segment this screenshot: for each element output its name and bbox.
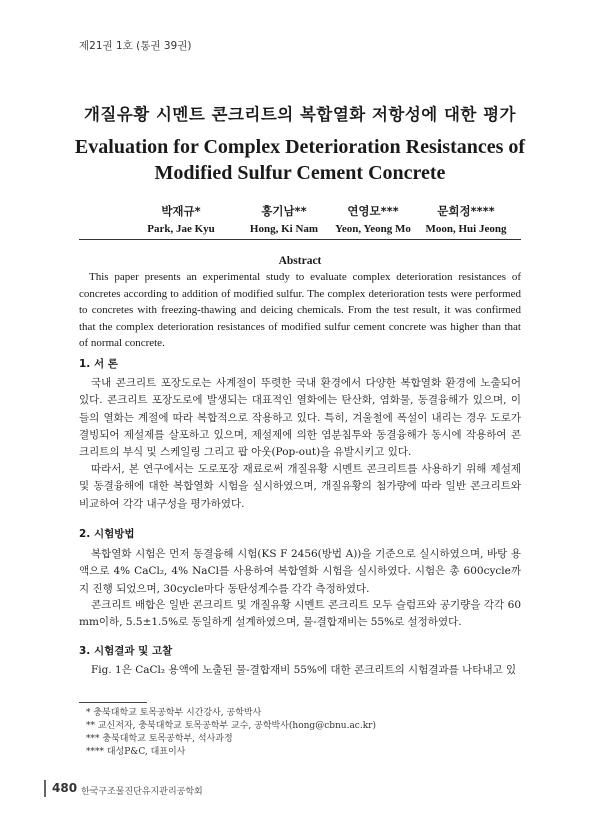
abstract-heading: Abstract [278,255,322,267]
section-2-heading: 2. 시험방법 [79,528,135,540]
title-korean: 개질유황 시멘트 콘크리트의 복합열화 저항성에 대한 평가 [83,105,516,124]
section-3-heading: 3. 시험결과 및 고찰 [79,645,173,657]
author-name-english: Park, Jae Kyu [147,223,215,235]
footnote-divider [79,702,147,703]
section-2-paragraph-2: 콘크리트 배합은 일반 콘크리트 및 개질유황 시멘트 콘크리트 모두 슬럼프와 공기량을 각각 60 mm이하, 5.5±1.5%로 동일하게 설계하였으며, 물-결합재비는 55%로 설정하였다. [79,599,521,629]
abstract-body: This paper presents an experimental study to evaluate complex deterioration resistances of concretes according to addition of modified sulfur. The complex deterioration tests were performed to concretes with freezing-thawing and deicing chemicals. From the test result, it was confirmed that the complex deterioration resistances of modified sulfur cement concrete was higher than that of normal concrete. [79,271,521,349]
title-english-line-1: Evaluation for Complex Deterioration Resistances of [74,136,526,158]
author-name-korean: 문희정**** [437,204,495,218]
publisher-name: 한국구조물진단유지관리공학회 [81,787,203,797]
footnote-2: ** 교신저자, 충북대학교 토목공학부 교수, 공학박사(hong@cbnu.ac.kr) [86,721,376,731]
page-number: 480 [52,781,78,795]
author-name-korean: 홍기남** [261,204,307,218]
author-name-korean: 박재규* [161,204,201,218]
section-3-paragraph-1: Fig. 1은 CaCl₂ 용액에 노출된 물-결합재비 55%에 대한 콘크리트의 시험결과를 나타내고 있 [91,664,517,676]
author-name-english: Yeon, Yeong Mo [335,223,411,235]
footnote-3: *** 충북대학교 토목공학부, 석사과정 [86,734,233,744]
title-english [0,134,600,186]
title-english-line-2: Modified Sulfur Cement Concrete [154,162,446,184]
footnotes [86,707,376,759]
page-number-bar [44,780,46,797]
section-2-paragraph-1: 복합열화 시험은 먼저 동결융해 시험(KS F 2456(방법 A))을 기준으로 실시하였으며, 바탕 용액으로 4% CaCl₂, 4% NaCl를 사용하여 복합열화 시험을 실시하였다. 시험은 총 600cycle까지 진행 되었으며, 30cycle마다 동탄성계수를 각각 측정하였다. [79,548,521,595]
author-name-english: Hong, Ki Nam [249,223,319,235]
author-name-english: Moon, Hui Jeong [425,223,507,235]
section-1-paragraph-2: 따라서, 본 연구에서는 도로포장 재료로써 개질유황 시멘트 콘크리트를 사용하기 위해 제설제 및 동결융해에 대한 복합열화 시험을 실시하였으며, 개질유황의 첨가량에 따라 일반 콘크리트와 비교하여 각각 내구성을 평가하였다. [79,463,521,510]
author-name-korean: 연영모*** [347,204,399,218]
footnote-1: * 충북대학교 토목공학부 시간강사, 공학박사 [86,708,262,718]
footnote-4: **** 대성P&C, 대표이사 [86,747,186,757]
section-1-paragraph-1: 국내 콘크리트 포장도로는 사계절이 뚜렷한 국내 환경에서 다양한 복합열화 환경에 노출되어 있다. 콘크리트 포장도로에 발생되는 대표적인 열화에는 탄산화, 염화물, 동결융해가 있으며, 이들의 열화는 계절에 따라 복합적으로 작용하고 있다. 특히, 겨울철에 폭설이 내리는 경우 도로가 결빙되어 제설제를 살포하고 있으며, 제설제에 의한 염분침투와 동결융해가 동시에 작용하여 콘크리트의 부식 및 스케일링 그리고 팝 아웃(Pop-out)을 유발시키고 있다. [79,377,521,459]
author-4 [401,203,531,235]
header-divider [79,239,521,240]
journal-issue: 제21권 1호 (통권 39권) [79,40,192,52]
section-1-heading: 1. 서 론 [79,358,118,370]
